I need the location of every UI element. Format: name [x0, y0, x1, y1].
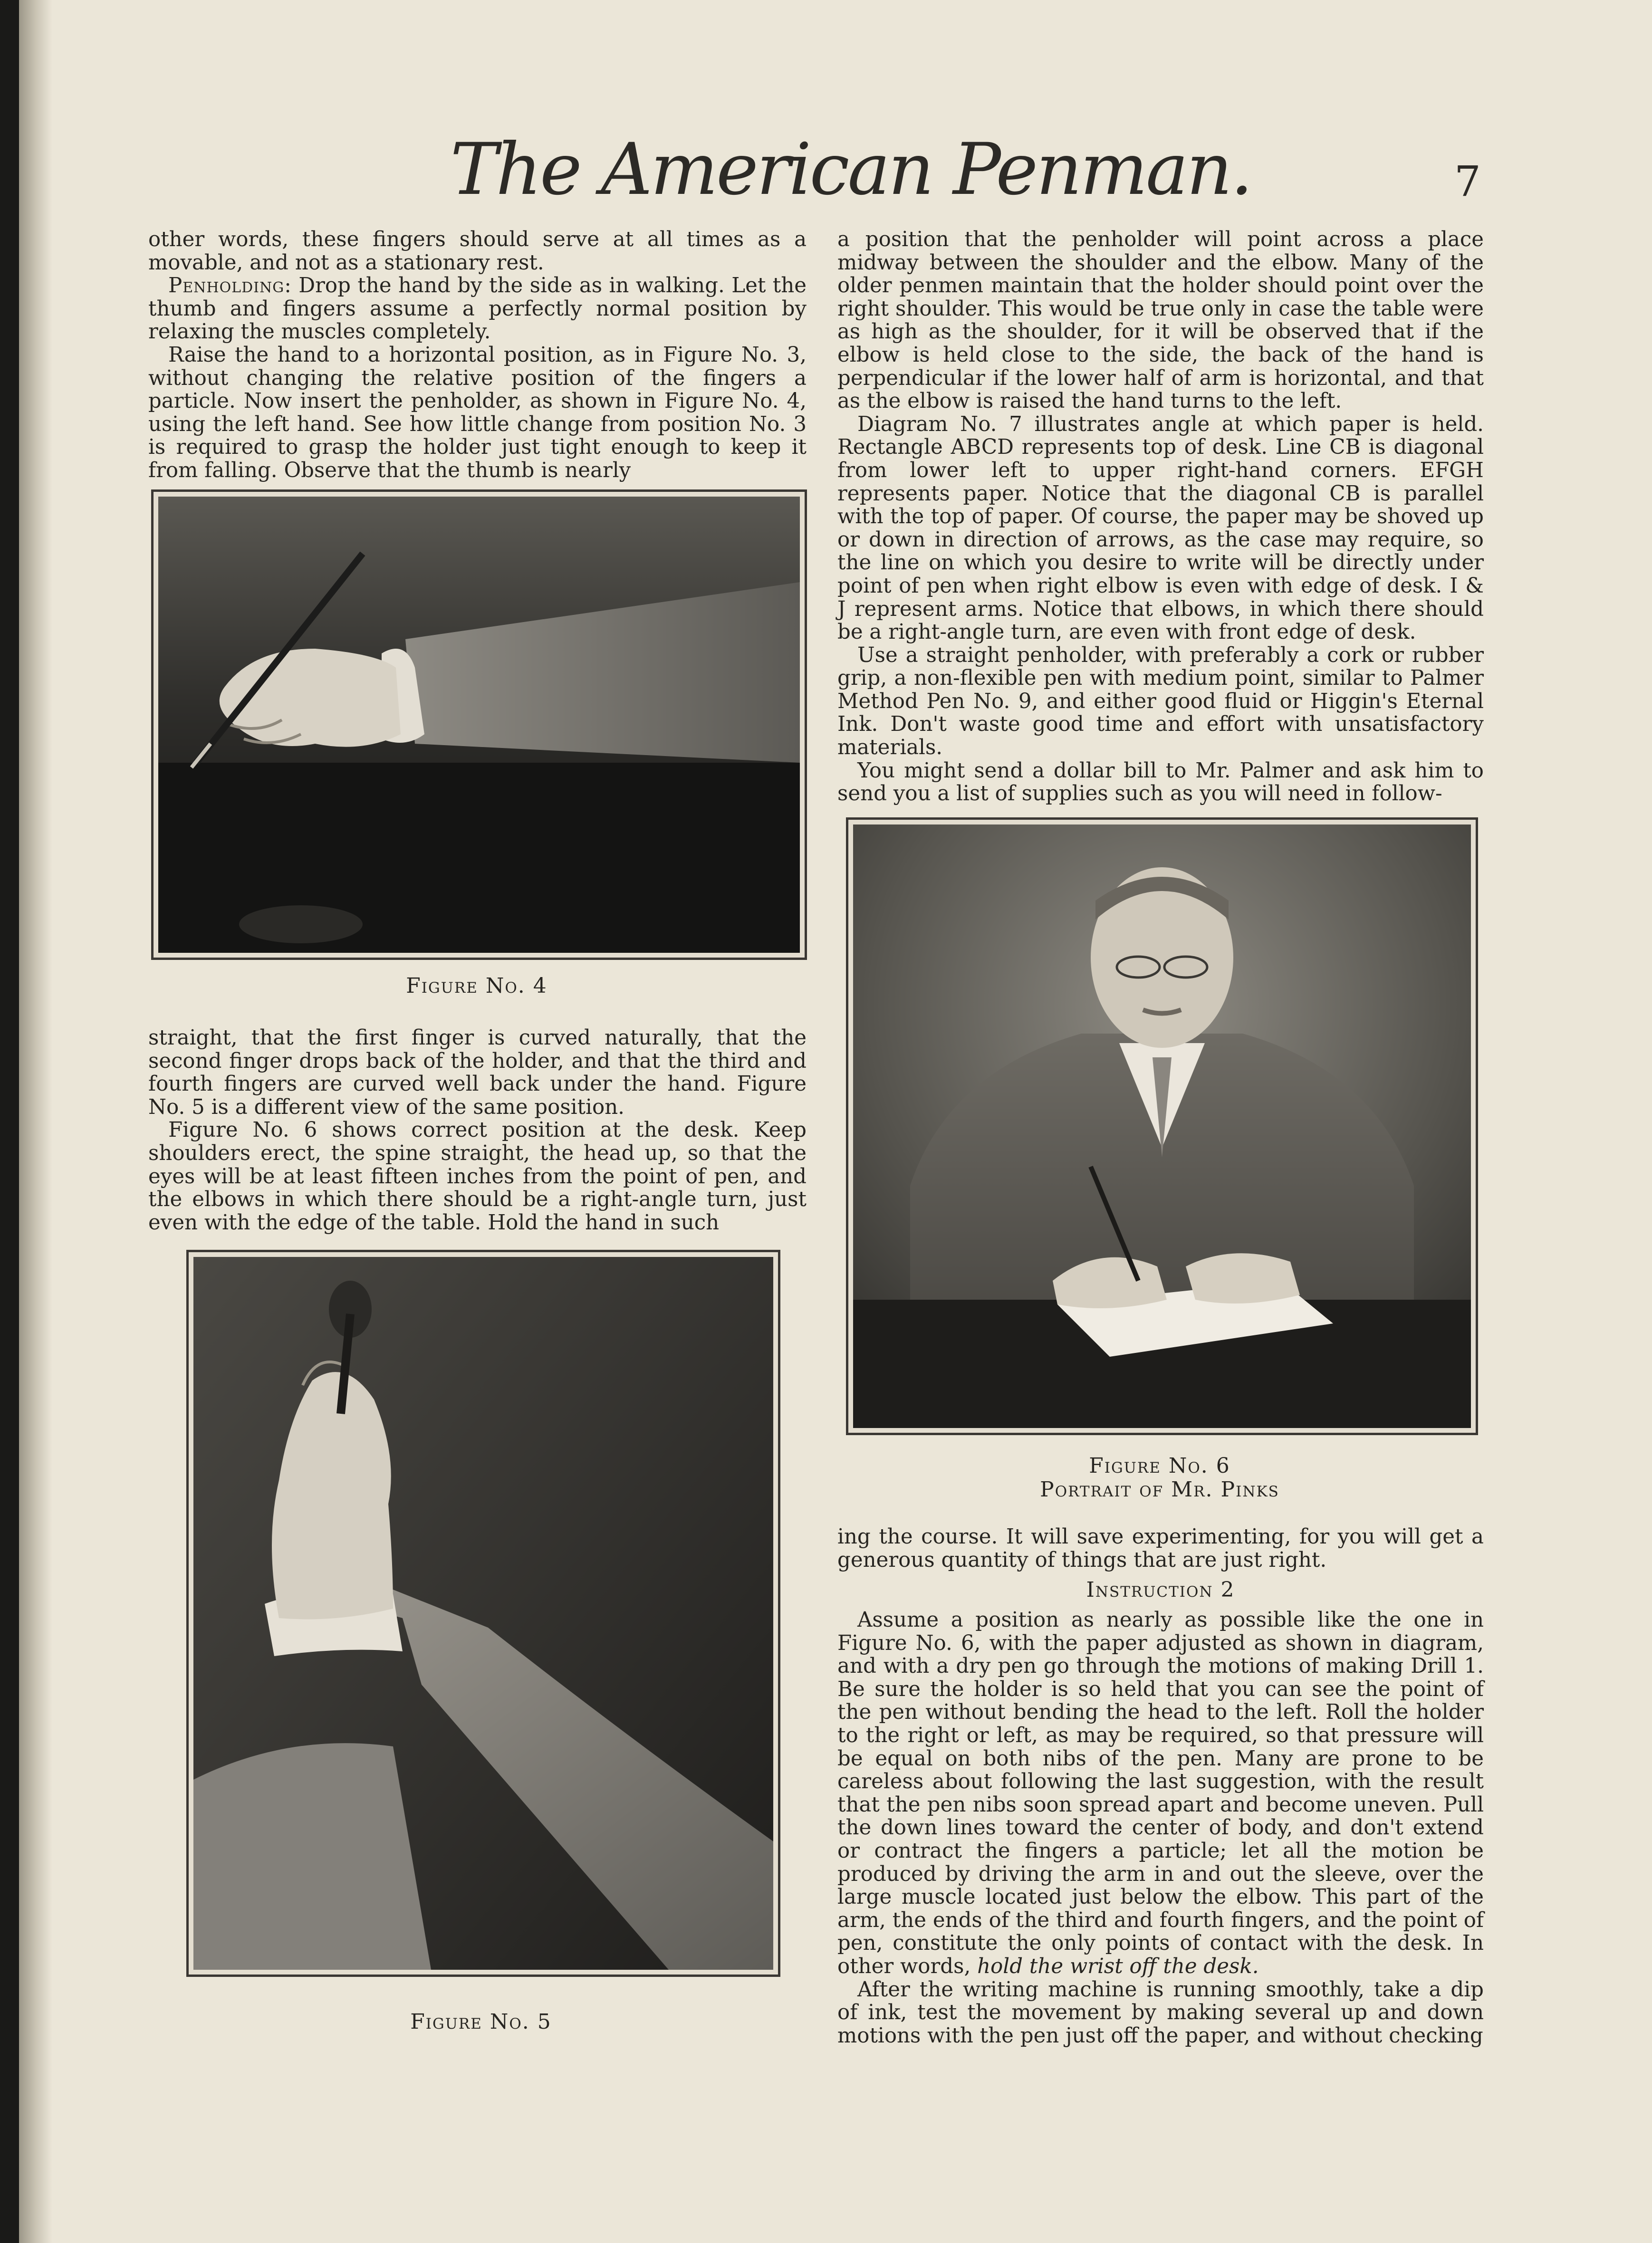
paragraph-lead: Penholding: — [168, 274, 292, 298]
instruction-heading: Instruction 2 — [1086, 1578, 1235, 1602]
figure-4-photo — [151, 489, 807, 960]
emphasized-text: hold the wrist off the desk. — [977, 1954, 1259, 1978]
masthead-title: The American Penman. — [450, 128, 1251, 211]
figure-6-caption-line-1: Figure No. 6 — [1089, 1454, 1230, 1478]
figure-5-caption: Figure No. 5 — [410, 2010, 552, 2034]
left-column-top-text — [148, 228, 807, 482]
figure-6-caption-line-2: Portrait of Mr. Pinks — [1040, 1477, 1279, 1502]
hand-pen-illustration — [158, 497, 800, 953]
paragraph-text: Assume a position as nearly as possible like the one in Figure No. 6, with the paper adjusted as shown in diagram, and with a dry pen go through the motions of making Drill 1. Be sure the holder is so held that you can see the point of the pen without bending the head to the left. Roll the holder to the right or left, as may be required, so that pressure will be equal on both nibs of the pen. Many are prone to be careless about following the last suggestion, with the result that the pen nibs soon spread apart and become uneven. Pull the down lines toward the center of body, and don't extend or contract the fingers a particle; let all the motion be produced by driving the arm in and out the sleeve, over the large muscle located just below the elbow. This part of the arm, the ends of the third and fourth fingers, and the point of pen, constitute the only points of contact with the desk. In other words, — [837, 1608, 1484, 1978]
magazine-page — [19, 0, 1652, 2243]
paragraph — [148, 344, 807, 482]
raised-hand-illustration — [193, 1257, 773, 1970]
paragraph-text: Raise the hand to a horizontal position, as in Figure No. 3, without changing the relative position of the fingers a particle. Now insert the penholder, as shown in Figure No. 4, using the left hand. See how little change from position No. 3 is required to grasp the holder just tight enough to keep it from falling. Observe that the thumb is nearly — [148, 343, 807, 482]
figure-5-photo — [186, 1250, 780, 1977]
paragraph-text: After the writing machine is running smoothly, take a dip of ink, test the movement by making several up and down motions with the pen just off the paper, and without checking — [837, 1977, 1484, 2048]
photo-portrait-mr-pinks — [853, 824, 1471, 1428]
paragraph: straight, that the first finger is curved naturally, that the second finger drops back of the holder, and that the third and fourth fingers are curved well back under the hand. Figure No. 5 is a different view of the same position. — [148, 1026, 807, 1119]
right-column-top-text — [837, 228, 1484, 805]
paragraph-text: other words, these fingers should serve at all times as a movable, and not as a stationary rest. — [148, 228, 807, 275]
left-column-mid-text — [148, 1026, 807, 1234]
paragraph — [148, 274, 807, 344]
page-number: 7 — [1454, 157, 1481, 206]
paragraph — [837, 1609, 1484, 1978]
paragraph: Use a straight penholder, with preferably a cork or rubber grip, a non-flexible pen with medium point, similar to Palmer Method Pen No. 9, and either good fluid or Higgin's Eternal Ink. Don't waste good time and effort with unsatisfactory materials. — [837, 643, 1484, 760]
paragraph: a position that the penholder will point across a place midway between the shoulder and the elbow. Many of the older penmen maintain that the holder should point over the right shoulder. This would be true only in case the table were as high as the shoulder, for it will be observed that if the elbow is held close to the side, the back of the hand is perpendicular if the lower half of arm is horizontal, and that as the elbow is raised the hand turns to the left. — [837, 228, 1484, 413]
instruction-text — [837, 1609, 1484, 2047]
paragraph: ing the course. It will save experimenting, for you will get a generous quantity of things that are just right. — [837, 1525, 1484, 1572]
right-column-lower-text — [837, 1525, 1484, 1572]
paragraph: Figure No. 6 shows correct position at the desk. Keep shoulders erect, the spine straight, the head up, so that the eyes will be at least fifteen inches from the point of pen, and the elbows in which there should be a right-angle turn, just even with the edge of the table. Hold the hand in such — [148, 1118, 807, 1235]
book-spine-shadow — [19, 0, 52, 2243]
figure-6-photo — [846, 817, 1478, 1435]
paragraph: You might send a dollar bill to Mr. Palmer and ask him to send you a list of supplies such as you will need in follow- — [837, 758, 1484, 806]
figure-6-caption — [846, 1454, 1473, 1502]
paragraph-text: Drop the hand by the side as in walking. Let the thumb and fingers assume a perfectly normal position by relaxing the muscles completely. — [148, 274, 807, 344]
paragraph: Diagram No. 7 illustrates angle at which paper is held. Rectangle ABCD represents top of desk. Line CB is diagonal from lower left to upper right-hand corners. EFGH represents paper. Notice that the diagonal CB is parallel with the top of paper. Of course, the paper may be shoved up or down in direction of arrows, as the case may require, so the line on which you desire to write will be directly under point of pen when right elbow is even with edge of desk. I & J represent arms. Notice that elbows, in which there should be a right-angle turn, are even with front edge of desk. — [837, 412, 1484, 644]
photo-raised-hand-sleeve — [193, 1257, 773, 1970]
photo-hand-holding-pen — [158, 497, 800, 953]
paragraph — [148, 228, 807, 274]
figure-4-caption: Figure No. 4 — [406, 974, 547, 998]
portrait-illustration — [853, 824, 1471, 1428]
paragraph — [837, 1978, 1484, 2048]
